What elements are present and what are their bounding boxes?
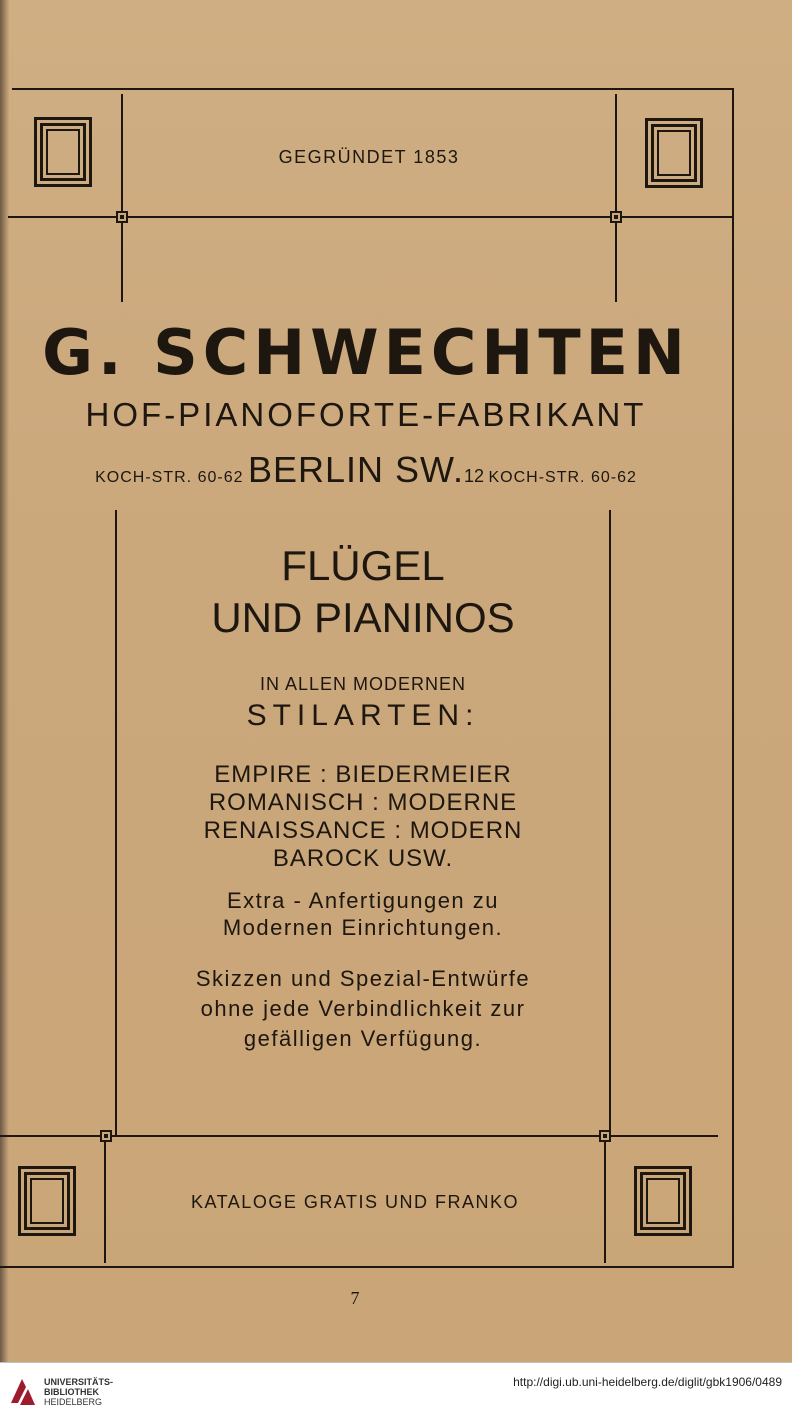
top-left-post [121, 94, 123, 302]
styles-intro: IN ALLEN MODERNEN [259, 674, 467, 694]
sketches-text-line: ohne jede Verbindlichkeit zur [200, 996, 526, 1021]
address-left: KOCH-STR. 60-62 [95, 469, 244, 486]
university-library-logo-icon [8, 1373, 38, 1411]
library-footer-bar [0, 1362, 792, 1421]
bottom-right-post [604, 1135, 606, 1263]
style-item: RENAISSANCE : MODERN [203, 817, 523, 844]
top-right-post [615, 94, 617, 302]
style-item: ROMANISCH : MODERNE [208, 789, 518, 816]
library-name [44, 1377, 113, 1407]
source-url-link[interactable]: http://digi.ub.uni-heidelberg.de/diglit/gbk1906/0489 [513, 1375, 782, 1389]
address-line [0, 448, 732, 500]
styles-heading: STILARTEN: [246, 699, 480, 732]
founded-text: GEGRÜNDET 1853 [278, 147, 460, 167]
library-name-line: BIBLIOTHEK [44, 1387, 99, 1397]
top-left-ornament [34, 117, 92, 187]
library-name-line: HEIDELBERG [44, 1397, 103, 1407]
district-number: 12 [464, 466, 485, 486]
sketches-text-line: Skizzen und Spezial-Entwürfe [195, 966, 531, 991]
extra-text-line: Extra - Anfertigungen zu [226, 888, 500, 913]
library-name-line: UNIVERSITÄTS- [44, 1377, 114, 1387]
frame-right-rule [732, 88, 734, 1268]
address-right: KOCH-STR. 60-62 [488, 469, 637, 486]
style-item: EMPIRE : BIEDERMEIER [214, 761, 512, 788]
city-name: BERLIN SW. [247, 449, 465, 490]
company-name: G. SCHWECHTEN [42, 316, 690, 389]
style-item: BAROCK USW. [272, 845, 454, 872]
bottom-right-ornament [634, 1166, 692, 1236]
products-line-2: UND PIANINOS [211, 594, 515, 641]
top-right-knot [610, 211, 622, 223]
top-right-ornament [645, 118, 703, 188]
sketches-text-line: gefälligen Verfügung. [243, 1026, 483, 1051]
page-binding-edge [0, 0, 9, 1362]
frame-top-rule [12, 88, 734, 90]
bottom-left-ornament [18, 1166, 76, 1236]
page-number: 7 [350, 1288, 360, 1308]
bottom-left-knot [100, 1130, 112, 1142]
catalog-text: KATALOGE GRATIS UND FRANKO [190, 1192, 520, 1212]
middle-right-rule [609, 510, 611, 1136]
extra-text-line: Modernen Einrichtungen. [222, 915, 504, 940]
company-title: HOF-PIANOFORTE-FABRIKANT [85, 396, 647, 433]
frame-bottom-rule [0, 1266, 734, 1268]
bottom-right-knot [599, 1130, 611, 1142]
products-line-1: FLÜGEL [281, 542, 445, 589]
top-left-knot [116, 211, 128, 223]
